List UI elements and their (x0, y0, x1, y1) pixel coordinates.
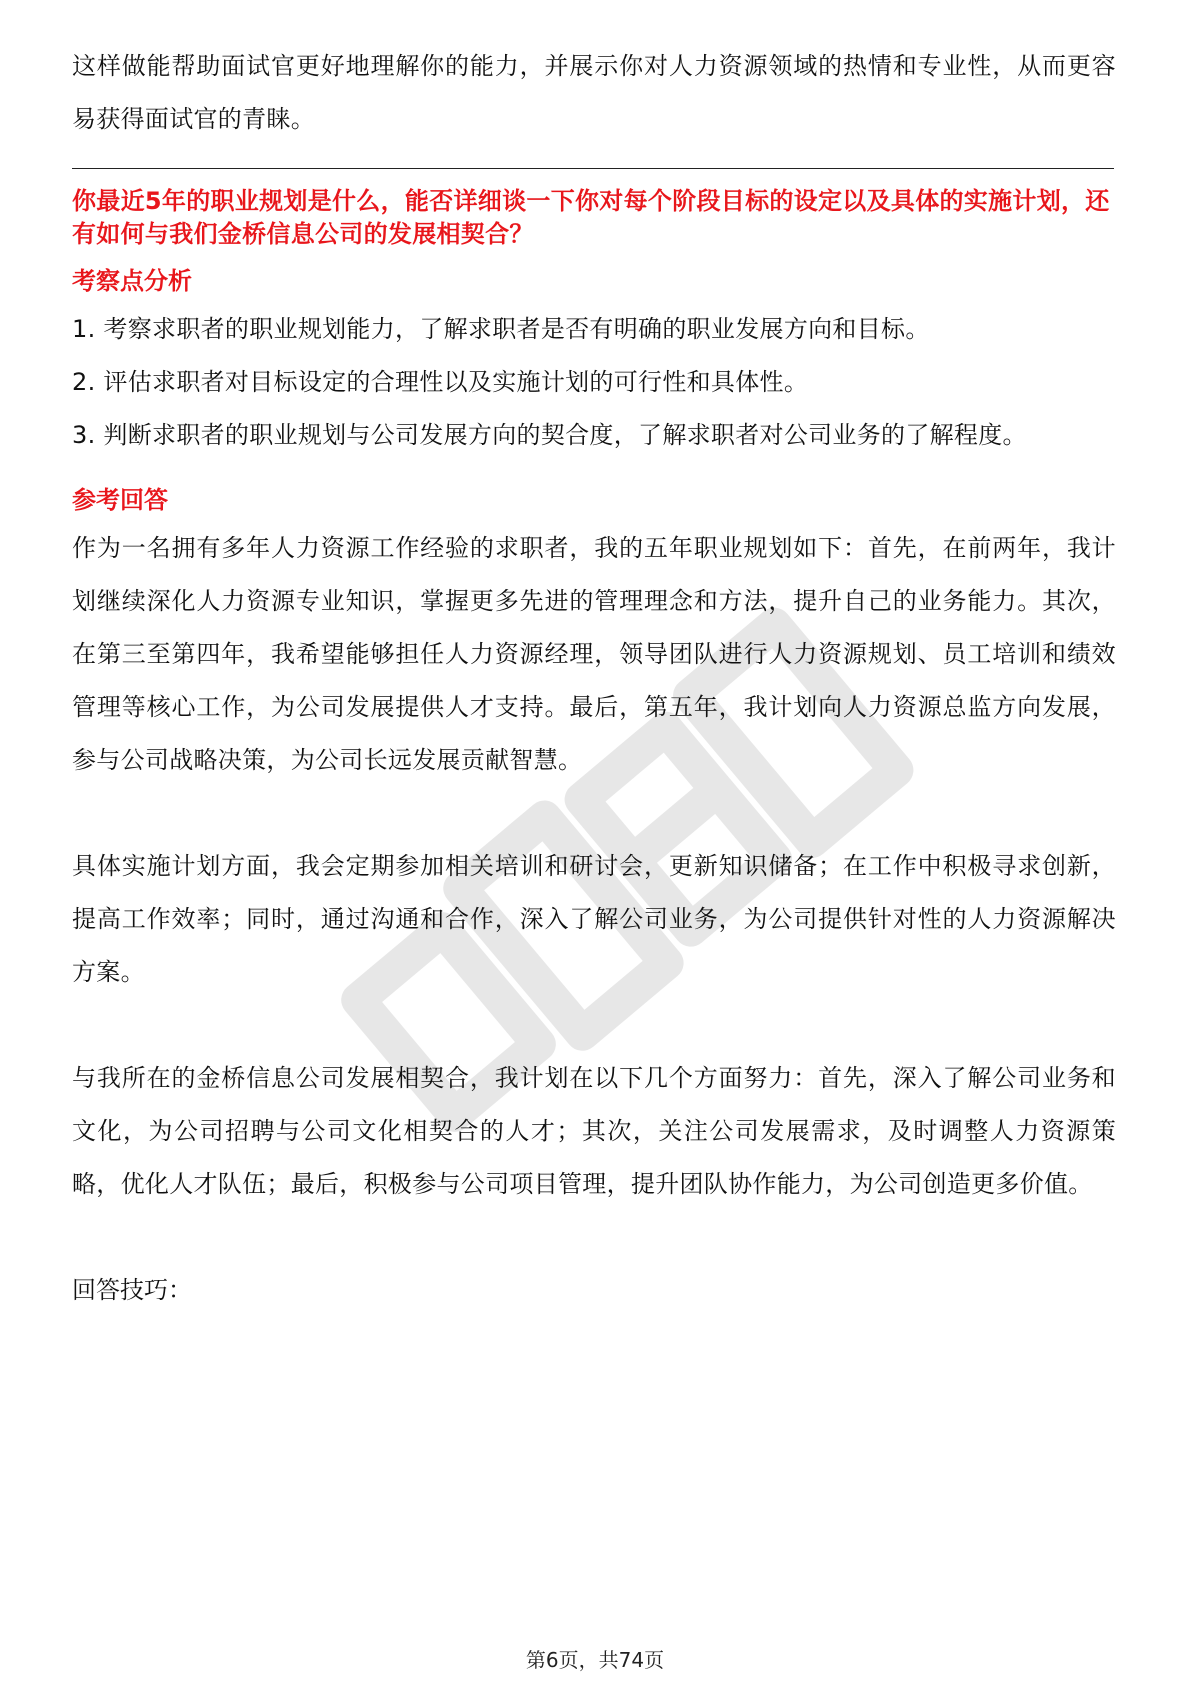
analysis-heading: 考察点分析 (72, 267, 192, 295)
section-divider (72, 168, 1114, 169)
answer-paragraph: 具体实施计划方面，我会定期参加相关培训和研讨会，更新知识储备；在工作中积极寻求创新，提高工作效率；同时，通过沟通和合作，深入了解公司业务，为公司提供针对性的人力资源解决方案。 (72, 852, 1116, 986)
analysis-item: 3. 判断求职者的职业规划与公司发展方向的契合度，了解求职者对公司业务的了解程度。 (72, 421, 1027, 449)
answer-heading: 参考回答 (72, 486, 168, 514)
interview-question: 你最近5年的职业规划是什么，能否详细谈一下你对每个阶段目标的设定以及具体的实施计划，还有如何与我们金桥信息公司的发展相契合？ (72, 187, 1110, 248)
tips-label: 回答技巧： (72, 1276, 192, 1304)
document-page (72, 40, 1116, 1317)
page-number: 第6页，共74页 (525, 1648, 665, 1672)
answer-paragraph: 与我所在的金桥信息公司发展相契合，我计划在以下几个方面努力：首先，深入了解公司业务和文化，为公司招聘与公司文化相契合的人才；其次，关注公司发展需求，及时调整人力资源策略，优化人才队伍；最后，积极参与公司项目管理，提升团队协作能力，为公司创造更多价值。 (72, 1064, 1116, 1198)
analysis-item: 2. 评估求职者对目标设定的合理性以及实施计划的可行性和具体性。 (72, 368, 809, 396)
intro-paragraph: 这样做能帮助面试官更好地理解你的能力，并展示你对人力资源领域的热情和专业性，从而更容易获得面试官的青睐。 (72, 52, 1116, 133)
analysis-item: 1. 考察求职者的职业规划能力，了解求职者是否有明确的职业发展方向和目标。 (72, 315, 930, 343)
answer-paragraph: 作为一名拥有多年人力资源工作经验的求职者，我的五年职业规划如下：首先，在前两年，我计划继续深化人力资源专业知识，掌握更多先进的管理理念和方法，提升自己的业务能力。其次，在第三至第四年，我希望能够担任人力资源经理，领导团队进行人力资源规划、员工培训和绩效管理等核心工作，为公司发展提供人才支持。最后，第五年，我计划向人力资源总监方向发展，参与公司战略决策，为公司长远发展贡献智慧。 (72, 534, 1116, 774)
